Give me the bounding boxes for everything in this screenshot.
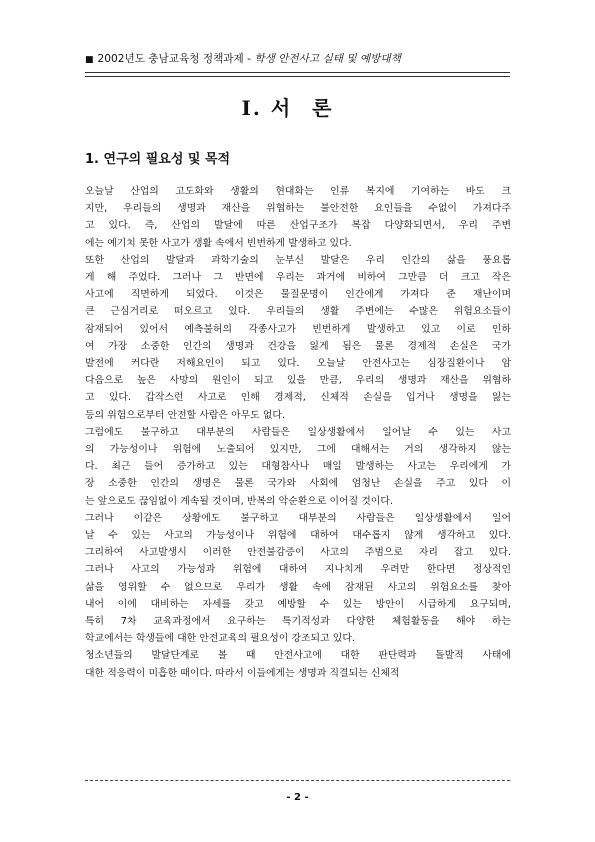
section-heading: 1. 연구의 필요성 및 목적 bbox=[85, 152, 231, 167]
body-text bbox=[85, 183, 511, 682]
chapter-numeral: Ⅰ. bbox=[241, 96, 271, 120]
chapter-word: 서론 bbox=[270, 96, 354, 120]
text-line: 다음으로 높은 사망의 원인이 되고 있을 만큼, 우리의 생명과 재산을 위협하 bbox=[85, 375, 511, 387]
footer-rule bbox=[85, 780, 510, 781]
text-line: 특히 7차 교육과정에서 요구하는 특기적성과 다양한 체험활동을 해야 하는 bbox=[85, 616, 511, 628]
text-line: 사고에 직면하게 되었다. 이것은 물질문명이 인간에게 가져다 준 재난이며 bbox=[85, 289, 511, 301]
text-line: 발전에 커다란 저해요인이 되고 있다. 오늘날 안전사고는 심장질환이나 암 bbox=[85, 358, 511, 370]
chapter-heading bbox=[0, 92, 595, 121]
body-paragraph bbox=[85, 252, 511, 424]
text-line: 의 가능성이나 위험에 노출되어 있지만, 그에 대해서는 거의 생각하지 않는 bbox=[85, 444, 511, 456]
text-line: 또한 산업의 발달과 과학기술의 눈부신 발달은 우리 인간의 삶을 풍요롭 bbox=[85, 254, 511, 266]
text-line: 삶을 영위할 수 없으므로 우리가 생활 속에 잠재된 사고의 위험요소를 찾아 bbox=[85, 581, 511, 593]
body-paragraph bbox=[85, 424, 511, 510]
text-line: 큰 근심거리로 떠오르고 있다. 우리들의 생활 주변에는 수많은 위험요소들이 bbox=[85, 306, 511, 318]
running-header bbox=[85, 52, 510, 67]
body-paragraph bbox=[85, 647, 511, 681]
text-line: 등의 위험으로부터 안전할 사람은 아무도 없다. bbox=[85, 409, 286, 421]
text-line: 그러나 이같은 상황에도 불구하고 대부분의 사람들은 일상생활에서 일어 bbox=[85, 512, 511, 524]
text-line: 지만, 우리들의 생명과 재산을 위협하는 불안전한 요인들을 수없이 가져다주 bbox=[85, 203, 511, 215]
text-line: 오늘날 산업의 고도화와 생활의 현대화는 인류 복지에 기여하는 바도 크 bbox=[85, 186, 511, 197]
body-paragraph bbox=[85, 183, 511, 252]
text-line: 고 있다. 즉, 산업의 발달에 따른 산업구조가 복잡 다양화되면서, 우리 주변 bbox=[85, 220, 511, 232]
text-line: 청소년들의 발달단계로 볼 때 안전사고에 대한 판단력과 돌발적 사태에 bbox=[85, 650, 511, 662]
text-line: 는 앞으로도 끊임없이 계속될 것이며, 반복의 악순환으로 이어질 것이다. bbox=[85, 495, 394, 507]
text-line: 고 있다. 갑작스런 사고로 인해 경제적, 신체적 손실을 입거나 생명을 잃는 bbox=[85, 392, 511, 404]
text-line: 다. 최근 들어 증가하고 있는 대형참사나 매일 발생하는 사고는 우리에게 가 bbox=[85, 461, 511, 473]
header-bullet: ■ bbox=[85, 55, 94, 65]
text-line: 잠재되어 있어서 예측불허의 각종사고가 빈번하게 발생하고 있고 이로 인하 bbox=[85, 323, 511, 335]
text-line: 여 가장 소중한 인간의 생명과 건강을 잃게 됨은 물론 경제적 손실은 국가 bbox=[85, 340, 511, 352]
header-subtitle: 학생 안전사고 실태 및 예방대책 bbox=[254, 53, 401, 65]
text-line: 장 소중한 인간의 생명은 물론 국가와 사회에 엄청난 손실을 주고 있다 이 bbox=[85, 478, 511, 490]
header-double-rule bbox=[85, 72, 510, 77]
text-line: 대한 적응력이 미흡한 때이다. 따라서 이들에게는 생명과 직결되는 신체적 bbox=[85, 667, 400, 679]
text-line: 날 수 있는 사고의 가능성이나 위험에 대하여 대수롭지 않게 생각하고 있다. bbox=[85, 530, 511, 542]
header-title: 2002년도 충남교육청 정책과제 - bbox=[97, 53, 255, 65]
page-number: - 2 - bbox=[286, 792, 309, 803]
text-line: 학교에서는 학생들에 대한 안전교육의 필요성이 강조되고 있다. bbox=[85, 633, 355, 645]
text-line: 그리하여 사고발생시 이러한 안전불감증이 사고의 주범으로 자리 잡고 있다. bbox=[85, 547, 511, 559]
text-line: 게 해 주었다. 그러나 그 반면에 우리는 과거에 비하여 그만큼 더 크고 작은 bbox=[85, 272, 511, 284]
body-paragraph bbox=[85, 510, 511, 648]
text-line: 에는 예기치 못한 사고가 생활 속에서 빈번하게 발생하고 있다. bbox=[85, 237, 352, 249]
text-line: 그러나 사고의 가능성과 위험에 대하여 지나치게 우려만 한다면 정상적인 bbox=[85, 564, 511, 576]
text-line: 그럼에도 불구하고 대부분의 사람들은 일상생활에서 일어날 수 있는 사고 bbox=[85, 426, 511, 438]
text-line: 내어 이에 대비하는 자세를 갖고 예방할 수 있는 방안이 시급하게 요구되며, bbox=[85, 598, 511, 610]
